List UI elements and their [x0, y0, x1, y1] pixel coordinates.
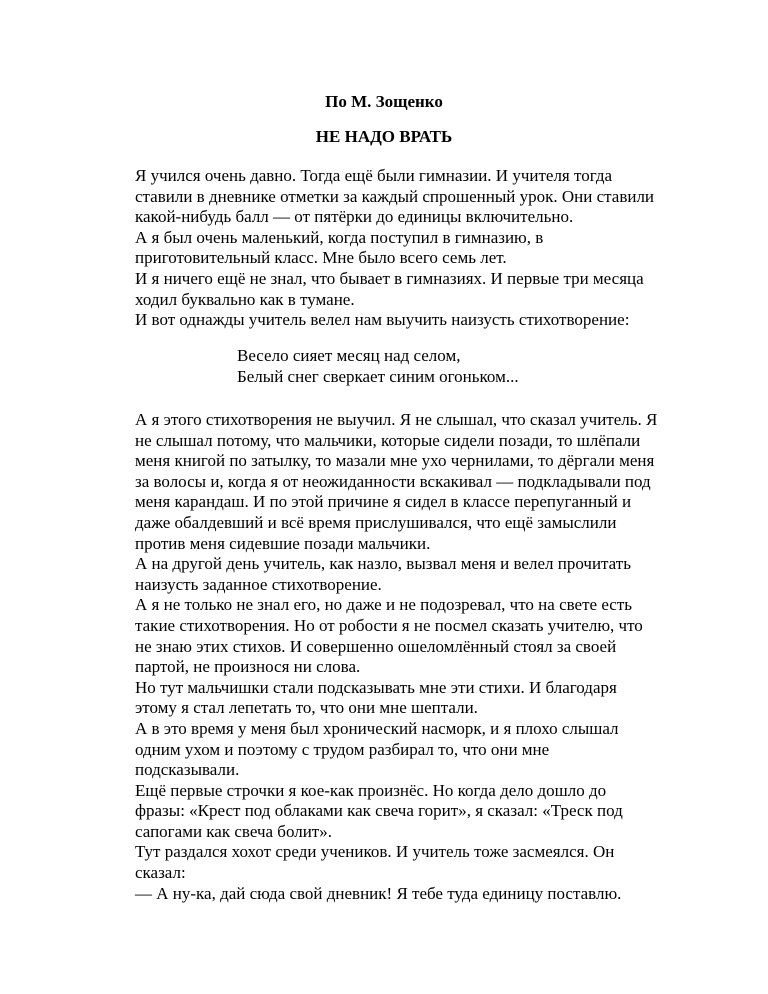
text-line: ставили в дневнике отметки за каждый спрошенный урок. Они ставили	[135, 186, 655, 206]
poem-line: Весело сияет месяц над селом,	[237, 346, 461, 365]
text-line: А я этого стихотворения не выучил. Я не слышал, что сказал учитель. Я	[135, 410, 658, 429]
text-line: партой, не произнося ни слова.	[135, 657, 361, 677]
text-line: не слышал потому, что мальчики, которые сидели позади, то шлёпали	[135, 430, 641, 450]
text-line: одним ухом и поэтому с трудом разбирал то, что они мне	[135, 739, 550, 759]
text-line: наизусть заданное стихотворение.	[135, 574, 382, 594]
text-line: приготовительный класс. Мне было всего семь лет.	[135, 248, 507, 268]
text-line: И я ничего ещё не знал, что бывает в гимназиях. И первые три месяца	[135, 268, 644, 288]
text-line: А в это время у меня был хронический насморк, и я плохо слышал	[135, 718, 619, 738]
text-line: фразы: «Крест под облаками как свеча горит», я сказал: «Треск под	[135, 801, 623, 821]
text-line: ходил буквально как в тумане.	[135, 289, 355, 309]
text-block-main	[135, 410, 695, 904]
text-line: меня карандаш. И по этой причине я сидел в классе перепуганный и	[135, 492, 632, 512]
text-line: сапогами как свеча болит».	[135, 821, 332, 841]
story-title: НЕ НАДО ВРАТЬ	[315, 127, 453, 146]
text-line: Ещё первые строчки я кое-как произнёс. Но когда дело дошло до	[135, 780, 607, 800]
text-line: даже обалдевший и всё время прислушивался, что ещё замыслили	[135, 512, 617, 532]
author-line: По М. Зощенко	[325, 92, 443, 111]
text-line: подсказывали.	[135, 760, 240, 780]
text-line: сказал:	[135, 863, 186, 883]
poem-quote	[237, 346, 657, 387]
text-line: Тут раздался хохот среди учеников. И учитель тоже засмеялся. Он	[135, 842, 615, 862]
text-line: такие стихотворения. Но от робости я не посмел сказать учителю, что	[135, 615, 643, 635]
text-line: против меня сидевшие позади мальчики.	[135, 533, 431, 553]
text-line: А я не только не знал его, но даже и не подозревал, что на свете есть	[135, 595, 633, 615]
text-line: И вот однажды учитель велел нам выучить наизусть стихотворение:	[135, 310, 630, 330]
text-line: за волосы и, когда я от неожиданности вскакивал — подкладывали под	[135, 471, 651, 491]
text-line: Я учился очень давно. Тогда ещё были гимназии. И учителя тогда	[135, 166, 613, 185]
text-line: не знаю этих стихов. И совершенно ошеломлённый стоял за своей	[135, 636, 617, 656]
text-block-intro	[135, 166, 695, 331]
text-line: А на другой день учитель, как назло, вызвал меня и велел прочитать	[135, 554, 631, 574]
text-line: А я был очень маленький, когда поступил в гимназию, в	[135, 227, 544, 247]
poem-line: Белый снег сверкает синим огоньком...	[237, 366, 519, 386]
text-line: какой-нибудь балл — от пятёрки до единицы включительно.	[135, 207, 574, 227]
text-line: Но тут мальчишки стали подсказывать мне эти стихи. И благодаря	[135, 677, 617, 697]
text-line: — А ну-ка, дай сюда свой дневник! Я тебе туда единицу поставлю.	[135, 883, 622, 903]
text-line: этому я стал лепетать то, что они мне шептали.	[135, 698, 478, 718]
text-line: меня книгой по затылку, то мазали мне ухо чернилами, то дёргали меня	[135, 451, 655, 471]
